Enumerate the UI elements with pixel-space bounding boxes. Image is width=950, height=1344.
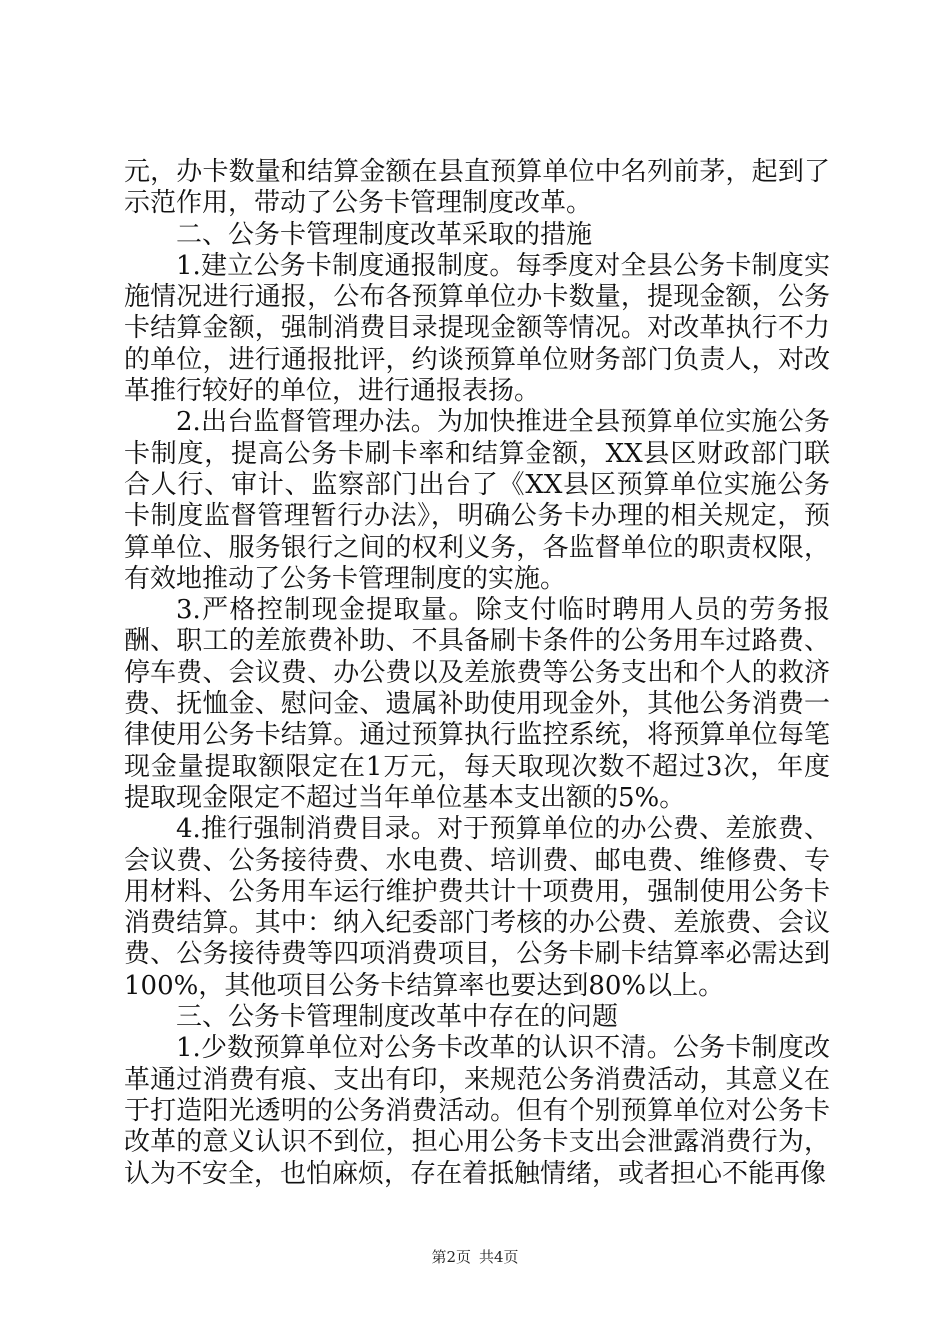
paragraph-supervision-measures: 2.出台监督管理办法。为加快推进全县预算单位实施公务卡制度，提高公务卡刷卡率和结算金额，XX县区财政部门联合人行、审计、监察部门出台了《XX县区预算单位实施公务卡制度监督管理暂行办法》，明确公务卡办理的相关规定，预算单位、服务银行之间的权利义务，各监督单位的职责权限，有效地推动了公务卡管理制度的实施。	[124, 407, 830, 594]
page-number-total: 共4页	[479, 1248, 519, 1266]
document-body	[124, 157, 830, 1190]
paragraph-cash-control: 3.严格控制现金提取量。除支付临时聘用人员的劳务报酬、职工的差旅费补助、不具备刷卡条件的公务用车过路费、停车费、会议费、办公费以及差旅费等公务支出和个人的救济费、抚恤金、慰问金、遗属补助使用现金外，其他公务消费一律使用公务卡结算。通过预算执行监控系统，将预算单位每笔现金量提取额限定在1万元，每天取现次数不超过3次，年度提取现金限定不超过当年单位基本支出额的5%。	[124, 595, 830, 813]
page-number-current: 第2页	[431, 1248, 471, 1266]
paragraph-notification-system: 1.建立公务卡制度通报制度。每季度对全县公务卡制度实施情况进行通报，公布各预算单位办卡数量，提现金额，公务卡结算金额，强制消费目录提现金额等情况。对改革执行不力的单位，进行通报批评，约谈预算单位财务部门负责人，对改革推行较好的单位，进行通报表扬。	[124, 250, 830, 407]
paragraph-unclear-understanding: 1.少数预算单位对公务卡改革的认识不清。公务卡制度改革通过消费有痕、支出有印，来规范公务消费活动，其意义在于打造阳光透明的公务消费活动。但有个别预算单位对公务卡改革的意义认识不到位，担心用公务卡支出会泄露消费行为，认为不安全，也怕麻烦，存在着抵触情绪，或者担心不能再像	[124, 1033, 830, 1189]
section-heading-measures: 二、公务卡管理制度改革采取的措施	[176, 219, 593, 250]
paragraph-mandatory-catalog: 4.推行强制消费目录。对于预算单位的办公费、差旅费、会议费、公务接待费、水电费、培训费、邮电费、维修费、专用材料、公务用车运行维护费共计十项费用，强制使用公务卡消费结算。其中：纳入纪委部门考核的办公费、差旅费、会议费、公务接待费等四项消费项目，公务卡刷卡结算率必需达到100%，其他项目公务卡结算率也要达到80%以上。	[124, 814, 830, 1001]
page-footer	[0, 1248, 950, 1266]
paragraph-continuation: 元，办卡数量和结算金额在县直预算单位中名列前茅，起到了示范作用，带动了公务卡管理制度改革。	[124, 157, 830, 219]
section-heading-problems: 三、公务卡管理制度改革中存在的问题	[176, 1002, 619, 1033]
